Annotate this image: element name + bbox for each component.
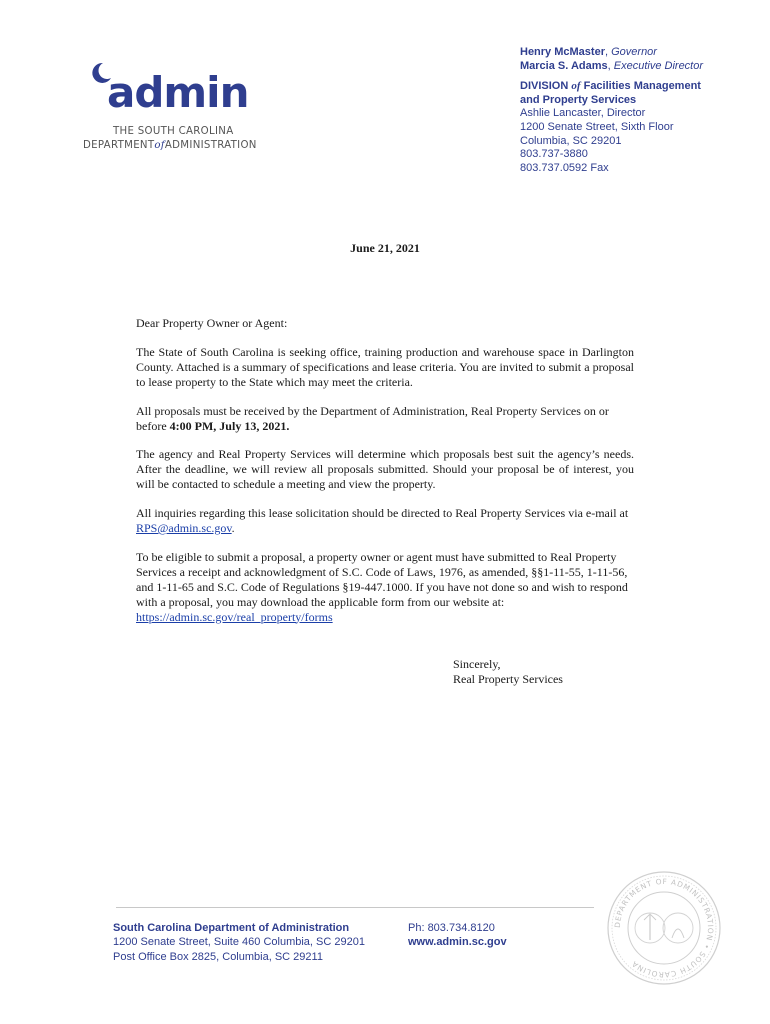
logo-wordmark: admin (107, 68, 249, 117)
footer-divider (116, 907, 594, 908)
paragraph-1: The State of South Carolina is seeking office, training production and warehouse space in Darlington County. Attached is a summary of specifications and lease criteria. You are invited to submit a proposal to lease property to the State which may meet the criteria. (136, 344, 634, 389)
division-address-1: 1200 Senate Street, Sixth Floor (520, 120, 674, 133)
letter-date: June 21, 2021 (350, 241, 420, 255)
letter-greeting: Dear Property Owner or Agent: (136, 316, 288, 330)
division-line: DIVISION of Facilities Management (520, 80, 701, 93)
logo-line-2: DEPARTMENTofADMINISTRATION (83, 140, 257, 151)
seal-ring-text: DEPARTMENT OF ADMINISTRATION • SOUTH CAROLINA (612, 876, 716, 980)
division-director: Ashlie Lancaster, Director (520, 107, 646, 120)
letter-body (136, 316, 634, 639)
department-logo (83, 58, 273, 158)
paragraph-2: All proposals must be received by the Department of Administration, Real Property Services on or before 4:00 PM, July 13, 2021. (136, 403, 609, 433)
paragraph-4: All inquiries regarding this lease solicitation should be directed to Real Property Services via e-mail at RPS@admin.sc.gov. (136, 506, 629, 536)
state-seal-icon (606, 870, 722, 986)
footer-address-block (113, 921, 365, 964)
footer-contact-block (408, 921, 507, 950)
footer-address: 1200 Senate Street, Suite 460 Columbia, SC 29201 (113, 936, 365, 949)
division-line-2: and Property Services (520, 93, 637, 106)
letterhead-contact-block (520, 46, 760, 175)
footer-pobox: Post Office Box 2825, Columbia, SC 29211 (113, 950, 323, 963)
governor-line: Henry McMaster, Governor (520, 46, 657, 58)
closing-signer: Real Property Services (453, 672, 563, 686)
division-phone: 803.737-3880 (520, 148, 588, 161)
closing-salutation: Sincerely, (453, 657, 501, 671)
division-address-2: Columbia, SC 29201 (520, 134, 622, 147)
footer-org-name: South Carolina Department of Administration (113, 922, 350, 934)
footer-website-link[interactable]: www.admin.sc.gov (408, 936, 507, 949)
paragraph-5: To be eligible to submit a proposal, a property owner or agent must have submitted to Real Property Services a receipt and acknowledgment of S.C. Code of Laws, 1976, as amended, §§1-11-55, 1-11-56, and 1-11-65 and S.C. Code of Regulations §19-447.1000. If you have not done so and wish to respond with a proposal, you may download the applicable form from our website at: https://admin.sc.gov/real_property/forms (136, 549, 628, 624)
director-line: Marcia S. Adams, Executive Director (520, 59, 704, 72)
division-fax: 803.737.0592 Fax (520, 161, 609, 174)
footer-phone: Ph: 803.734.8120 (408, 922, 495, 934)
email-link[interactable]: RPS@admin.sc.gov (136, 521, 232, 536)
deadline-text: 4:00 PM, July 13, 2021. (169, 418, 290, 433)
paragraph-3: The agency and Real Property Services will determine which proposals best suit the agency’s needs. After the deadline, we will review all proposals submitted. Should your proposal be of interest, you will be contacted to schedule a meeting and view the property. (136, 447, 634, 492)
forms-link[interactable]: https://admin.sc.gov/real_property/forms (136, 609, 333, 624)
letter-closing (453, 657, 563, 687)
logo-line-1: THE SOUTH CAROLINA (113, 126, 234, 137)
